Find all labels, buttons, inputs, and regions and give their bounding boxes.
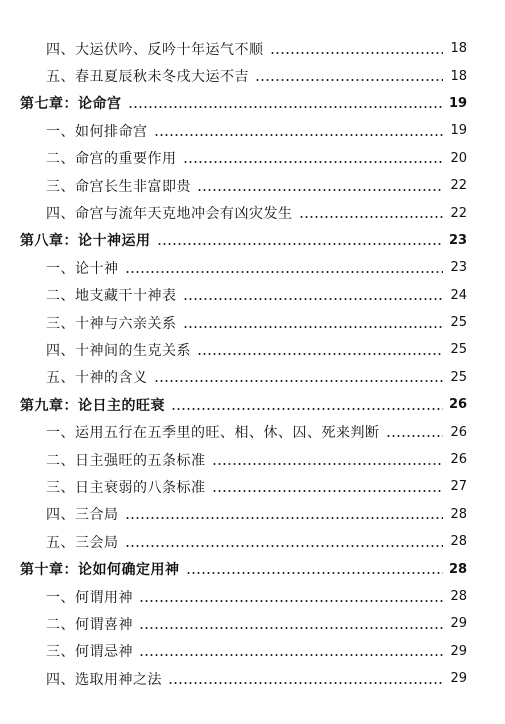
toc-leader-dots — [168, 681, 443, 685]
toc-entry-title: 二、日主强旺的五条标准 — [46, 452, 206, 469]
toc-leader-dots — [183, 297, 444, 301]
toc-entry-title: 三、命宫长生非富即贵 — [46, 178, 191, 195]
toc-entry — [0, 254, 505, 281]
toc-entry-page: 28 — [450, 534, 467, 550]
toc-leader-dots — [197, 188, 443, 192]
toc-entry-page: 28 — [449, 561, 468, 577]
toc-entry-title: 三、何谓忌神 — [46, 644, 133, 661]
toc-entry-page: 22 — [450, 205, 467, 221]
toc-leader-dots — [125, 516, 444, 520]
toc-entry — [0, 145, 505, 172]
toc-entry — [0, 199, 505, 226]
toc-entry-title: 四、三合局 — [46, 507, 119, 524]
toc-entry — [0, 528, 505, 555]
toc-entry-page: 23 — [449, 232, 468, 248]
toc-entry-page: 18 — [450, 68, 467, 84]
toc-entry — [0, 473, 505, 500]
toc-entry — [0, 610, 505, 637]
toc-leader-dots — [139, 626, 443, 630]
toc-entry — [0, 117, 505, 144]
toc-leader-dots — [212, 462, 444, 466]
toc-entry-title: 一、如何排命宫 — [46, 123, 148, 140]
toc-chapter — [0, 227, 505, 254]
toc-leader-dots — [183, 325, 444, 329]
toc-leader-dots — [139, 653, 443, 657]
toc-leader-dots — [171, 407, 443, 411]
toc-entry — [0, 638, 505, 665]
toc-entry-page: 24 — [450, 287, 467, 303]
toc-entry-title: 五、三会局 — [46, 534, 119, 551]
toc-entry — [0, 172, 505, 199]
toc-chapter — [0, 90, 505, 117]
toc-leader-dots — [154, 133, 444, 137]
toc-entry-page: 28 — [450, 506, 467, 522]
toc-leader-dots — [270, 51, 444, 55]
toc-leader-dots — [386, 434, 444, 438]
toc-entry-page: 22 — [450, 178, 467, 194]
toc-chapter-title: 第八章：论十神运用 — [20, 233, 151, 250]
toc-entry-title: 二、命宫的重要作用 — [46, 151, 177, 168]
toc-leader-dots — [157, 242, 444, 246]
toc-entry — [0, 62, 505, 89]
toc-entry-page: 25 — [450, 315, 467, 331]
toc-entry — [0, 282, 505, 309]
toc-entry-title: 四、十神间的生克关系 — [46, 342, 191, 359]
toc-chapter-title: 第九章：论日主的旺衰 — [20, 397, 165, 414]
toc-entry-page: 25 — [450, 369, 467, 385]
toc-leader-dots — [139, 599, 443, 603]
toc-entry — [0, 418, 505, 445]
toc-entry-page: 27 — [450, 479, 467, 495]
toc-entry — [0, 309, 505, 336]
toc-entry-page: 26 — [450, 424, 467, 440]
toc-leader-dots — [128, 105, 444, 109]
toc-entry — [0, 446, 505, 473]
toc-leader-dots — [186, 571, 444, 575]
toc-leader-dots — [125, 270, 444, 274]
toc-entry — [0, 336, 505, 363]
toc-leader-dots — [299, 215, 444, 219]
toc-entry-page: 18 — [450, 41, 467, 57]
toc-entry-page: 29 — [450, 643, 467, 659]
toc-entry-title: 四、命宫与流年天克地冲会有凶灾发生 — [46, 206, 293, 223]
toc-entry-title: 三、日主衰弱的八条标准 — [46, 479, 206, 496]
toc-entry-title: 四、选取用神之法 — [46, 671, 162, 688]
toc-chapter-title: 第七章：论命宫 — [20, 96, 122, 113]
toc-entry — [0, 35, 505, 62]
toc-entry-title: 二、地支藏干十神表 — [46, 288, 177, 305]
toc-leader-dots — [154, 379, 444, 383]
toc-entry-page: 28 — [450, 589, 467, 604]
toc-entry-title: 二、何谓喜神 — [46, 616, 133, 633]
toc-entry-title: 一、论十神 — [46, 260, 119, 277]
toc-entry-page: 19 — [450, 123, 467, 139]
toc-entry-page: 19 — [449, 95, 468, 111]
toc-chapter — [0, 555, 505, 582]
table-of-contents — [0, 35, 505, 692]
toc-entry — [0, 501, 505, 528]
toc-leader-dots — [125, 544, 444, 548]
toc-entry-title: 一、运用五行在五季里的旺、相、休、囚、死来判断 — [46, 425, 380, 442]
toc-entry-title: 三、十神与六亲关系 — [46, 315, 177, 332]
toc-leader-dots — [197, 352, 443, 356]
toc-chapter-title: 第十章：论如何确定用神 — [20, 562, 180, 579]
toc-entry-page: 20 — [450, 150, 467, 166]
toc-chapter — [0, 391, 505, 418]
toc-entry-title: 五、春丑夏辰秋未冬戌大运不吉 — [46, 69, 249, 86]
toc-leader-dots — [212, 489, 444, 493]
toc-entry-page: 23 — [450, 260, 467, 276]
toc-leader-dots — [255, 78, 443, 82]
toc-entry-page: 29 — [450, 671, 467, 687]
toc-entry-page: 25 — [450, 342, 467, 358]
toc-entry-title: 一、何谓用神 — [46, 589, 133, 606]
toc-leader-dots — [183, 160, 444, 164]
toc-entry-page: 29 — [450, 616, 467, 632]
toc-entry-page: 26 — [450, 452, 467, 468]
toc-entry-title: 四、大运伏吟、反吟十年运气不顺 — [46, 41, 264, 58]
toc-entry-title: 五、十神的含义 — [46, 370, 148, 387]
toc-entry — [0, 583, 505, 610]
toc-entry — [0, 364, 505, 391]
toc-entry — [0, 665, 505, 692]
toc-entry-page: 26 — [449, 397, 468, 413]
